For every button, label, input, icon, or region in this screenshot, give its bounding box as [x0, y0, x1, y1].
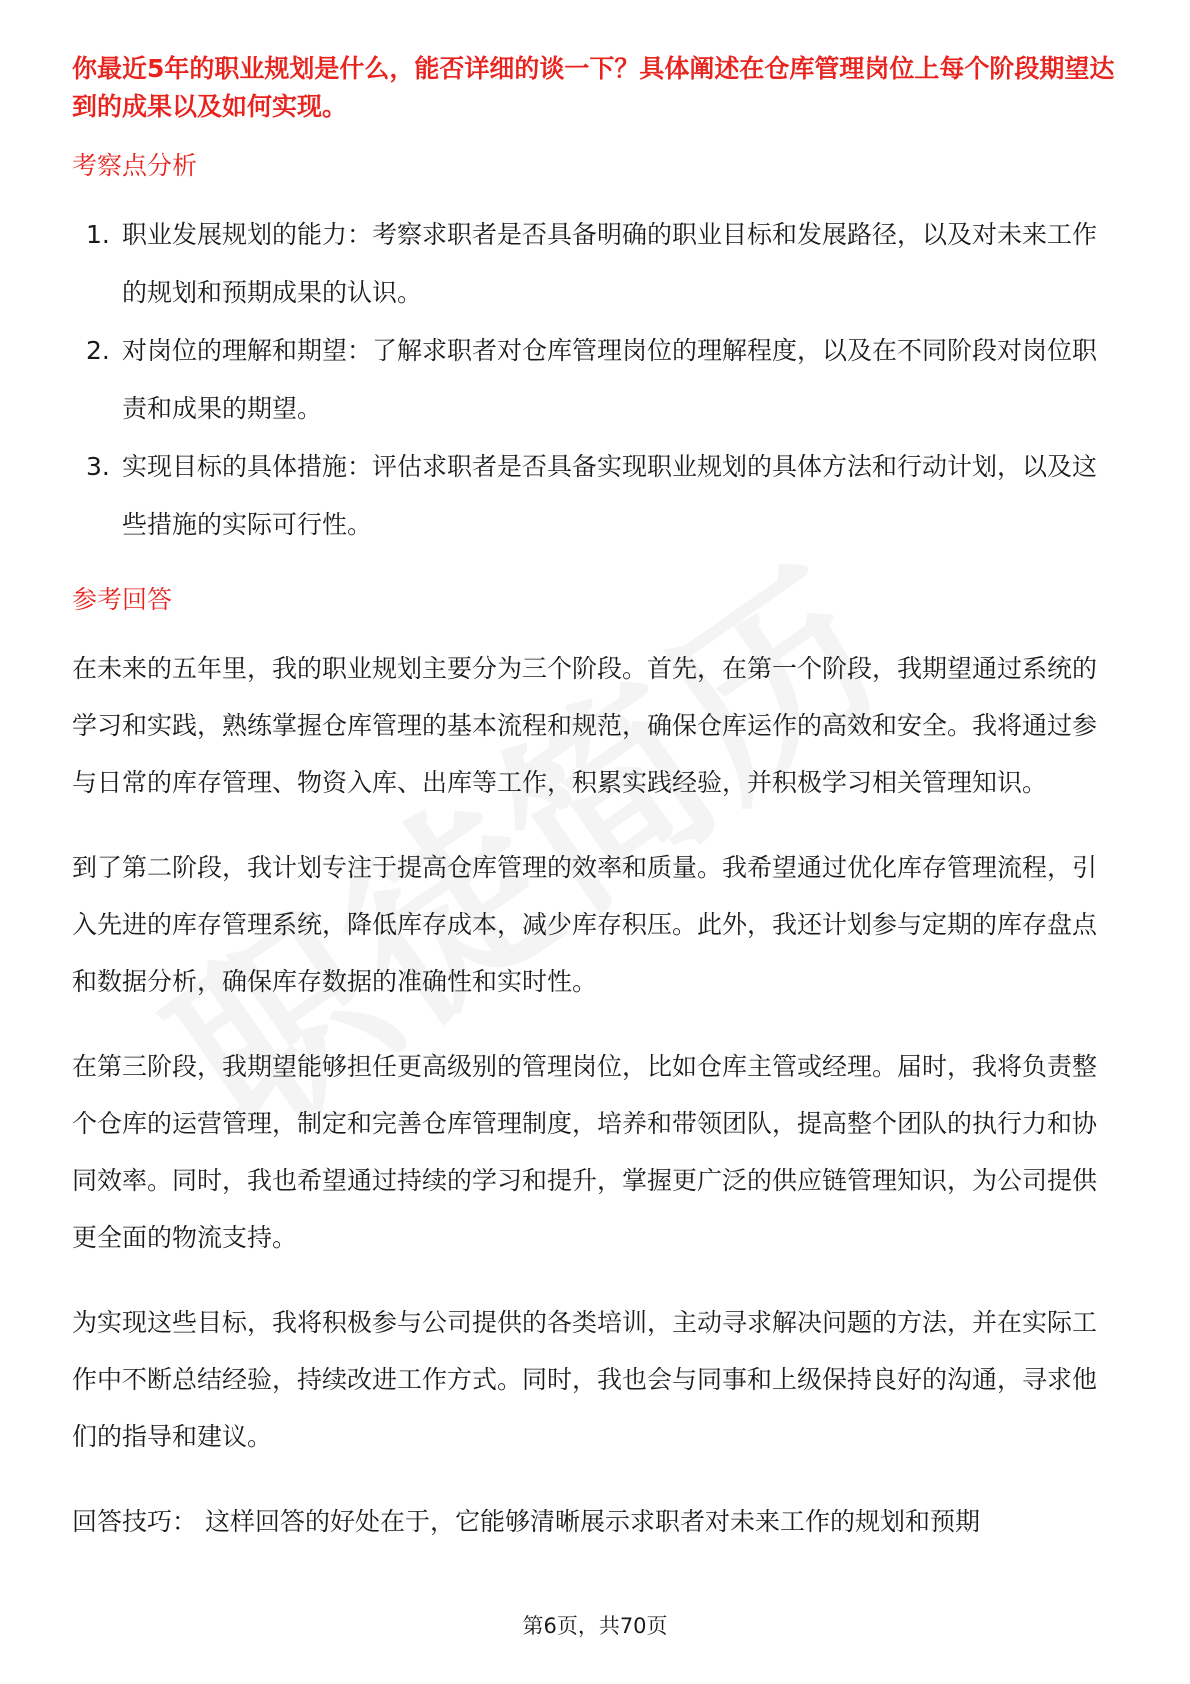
answer-paragraph-2: 到了第二阶段，我计划专注于提高仓库管理的效率和质量。我希望通过优化库存管理流程，引入先进的库存管理系统，降低库存成本，减少库存积压。此外，我还计划参与定期的库存盘点和数据分析，确保库存数据的准确性和实时性。: [72, 853, 1098, 996]
answer-paragraph-4: 为实现这些目标，我将积极参与公司提供的各类培训，主动寻求解决问题的方法，并在实际工作中不断总结经验，持续改进工作方式。同时，我也会与同事和上级保持良好的沟通，寻求他们的指导和建议。: [72, 1308, 1098, 1451]
analysis-item-2: [72, 322, 1120, 438]
page-number-footer: 第6页，共70页: [522, 1614, 668, 1638]
answer-tips: 回答技巧： 这样回答的好处在于，它能够清晰展示求职者对未来工作的规划和预期: [72, 1507, 980, 1536]
analysis-item-3: [72, 438, 1120, 554]
question-title: 你最近5年的职业规划是什么，能否详细的谈一下？具体阐述在仓库管理岗位上每个阶段期望达到的成果以及如何实现。: [72, 54, 1115, 121]
analysis-list: [72, 206, 1120, 554]
analysis-item-text: 实现目标的具体措施：评估求职者是否具备实现职业规划的具体方法和行动计划，以及这些措施的实际可行性。: [122, 452, 1098, 539]
analysis-item-1: [72, 206, 1120, 322]
analysis-item-number: 3.: [86, 452, 110, 481]
document-page: [72, 50, 1120, 1550]
answer-heading: 参考回答: [72, 585, 173, 614]
analysis-item-text: 职业发展规划的能力：考察求职者是否具备明确的职业目标和发展路径，以及对未来工作的规划和预期成果的认识。: [122, 220, 1098, 307]
analysis-heading: 考察点分析: [72, 151, 198, 180]
answer-paragraph-1: 在未来的五年里，我的职业规划主要分为三个阶段。首先，在第一个阶段，我期望通过系统的学习和实践，熟练掌握仓库管理的基本流程和规范，确保仓库运作的高效和安全。我将通过参与日常的库存管理、物资入库、出库等工作，积累实践经验，并积极学习相关管理知识。: [72, 654, 1098, 797]
analysis-item-number: 1.: [86, 220, 110, 249]
answer-paragraph-3: 在第三阶段，我期望能够担任更高级别的管理岗位，比如仓库主管或经理。届时，我将负责整个仓库的运营管理，制定和完善仓库管理制度，培养和带领团队，提高整个团队的执行力和协同效率。同时，我也希望通过持续的学习和提升，掌握更广泛的供应链管理知识，为公司提供更全面的物流支持。: [72, 1052, 1098, 1252]
analysis-item-number: 2.: [86, 336, 110, 365]
analysis-item-text: 对岗位的理解和期望：了解求职者对仓库管理岗位的理解程度，以及在不同阶段对岗位职责和成果的期望。: [122, 336, 1098, 423]
